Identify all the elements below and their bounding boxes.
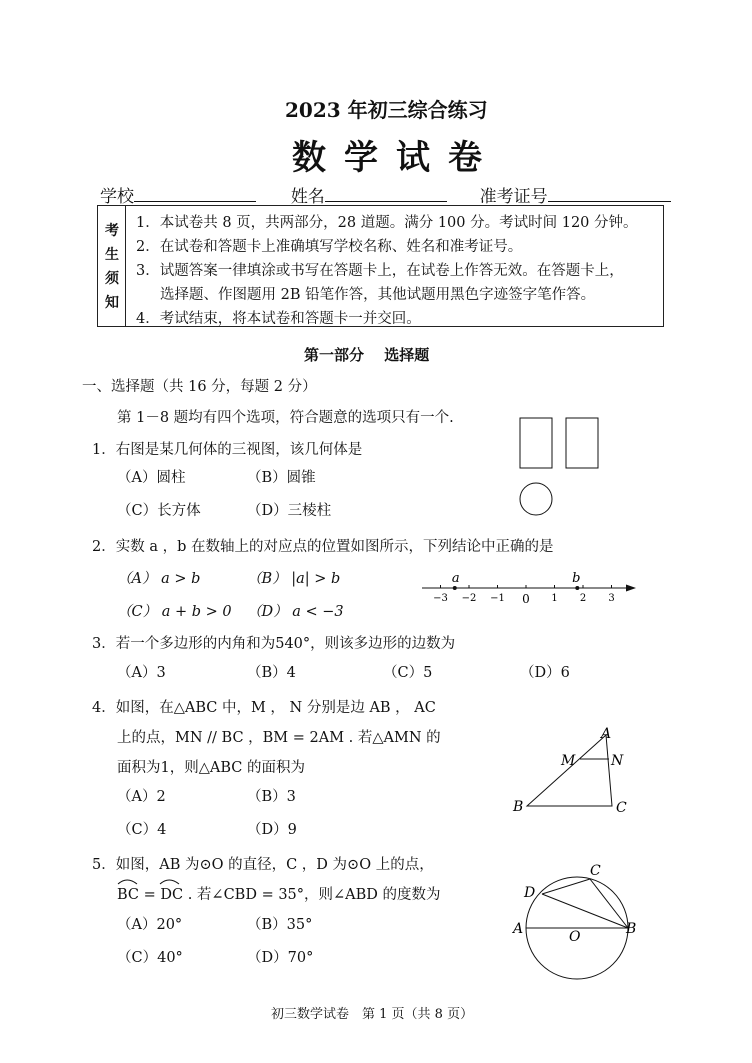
q4-stem-line3: 面积为1，则△ABC 的面积为: [117, 760, 305, 776]
q5-stem-line2: BC = DC . 若∠CBD = 35°，则∠ABD 的度数为: [117, 887, 441, 903]
circle-figure: [505, 858, 645, 988]
center-o-label: O: [569, 929, 581, 945]
part-heading: 第一部分 选择题: [304, 346, 430, 364]
notice-box: [97, 205, 664, 327]
q1-option-b: （B）圆锥: [247, 470, 316, 486]
side-view-rect: [566, 418, 598, 468]
q2-option-a: （A） a > b: [117, 571, 201, 587]
point-b-label: B: [626, 921, 637, 937]
arc-dc-mark: [160, 880, 179, 884]
q3-option-d: （D）6: [520, 665, 570, 681]
q2-stem: 2．实数 a ，b 在数轴上的对应点的位置如图所示，下列结论中正确的是: [92, 539, 554, 555]
q2-option-b: （B） |a| > b: [247, 571, 341, 587]
notice-label-char: 须: [105, 271, 119, 287]
info-row: [100, 182, 671, 207]
q4-option-a: （A）2: [117, 789, 166, 805]
school-label: 学校: [100, 187, 134, 207]
vertex-c-label: C: [616, 800, 627, 816]
point-b-label: b: [572, 571, 581, 586]
notice-label-char: 知: [105, 295, 119, 311]
q4-option-c: （C）4: [117, 822, 167, 838]
page-footer: 初三数学试卷 第 1 页（共 8 页）: [271, 1007, 474, 1022]
chord-dc: [542, 879, 590, 894]
number-line-tick-label: −2: [461, 593, 477, 604]
q4-option-d: （D）9: [247, 822, 297, 838]
point-b-dot: [575, 586, 579, 590]
number-line-tick-label: 3: [608, 593, 615, 604]
notice-label-char: 考: [105, 223, 119, 239]
arc-marks: [117, 875, 187, 885]
q4-option-b: （B）3: [247, 789, 296, 805]
number-line-tick-label: −3: [433, 593, 448, 604]
q1-option-a: （A）圆柱: [117, 470, 186, 486]
three-view-figure: [515, 412, 605, 522]
number-line-tick-label: 1: [551, 593, 558, 604]
point-n-label: N: [611, 753, 624, 769]
q2-option-d: （D） a < −3: [247, 604, 344, 620]
school-field[interactable]: [134, 186, 256, 202]
exam-id-field[interactable]: [548, 186, 671, 202]
point-a-dot: [453, 586, 457, 590]
q5-option-a: （A）20°: [117, 917, 183, 933]
arc-bc-mark: [118, 880, 137, 884]
number-line-tick-label: 2: [579, 593, 587, 604]
q1-option-d: （D）三棱柱: [247, 503, 332, 519]
name-field[interactable]: [325, 186, 447, 202]
point-a-label: A: [513, 921, 524, 937]
q5-stem-line1: 5．如图，AB 为⊙O 的直径，C ，D 为⊙O 上的点，: [92, 857, 434, 873]
exam-id-label: 准考证号: [479, 187, 548, 207]
point-m-label: M: [561, 753, 576, 769]
name-label: 姓名: [290, 187, 325, 207]
vertex-b-label: B: [513, 799, 524, 815]
point-c-label: C: [590, 863, 601, 879]
q3-option-a: （A）3: [117, 665, 166, 681]
q2-option-c: （C） a + b > 0: [117, 604, 232, 620]
notice-item: 选择题、作图题用 2B 铅笔作答，其他试题用黑色字迹签字笔作答。: [160, 287, 596, 303]
number-line-tick-label: 0: [522, 592, 530, 606]
q1-option-c: （C）长方体: [117, 503, 201, 519]
q4-stem-line1: 4．如图，在△ABC 中，M ， N 分别是边 AB ， AC: [92, 700, 436, 716]
notice-item: 3．试题答案一律填涂或书写在答题卡上，在试卷上作答无效。在答题卡上，: [136, 263, 624, 279]
notice-label: [98, 206, 126, 326]
point-a-label: a: [451, 571, 460, 586]
notice-label-char: 生: [105, 247, 119, 263]
top-view-circle: [520, 483, 552, 515]
q3-option-b: （B）4: [247, 665, 296, 681]
exam-subtitle: 2023 年初三综合练习: [285, 98, 488, 122]
notice-item: 2．在试卷和答题卡上准确填写学校名称、姓名和准考证号。: [136, 239, 523, 255]
notice-item: 4．考试结束，将本试卷和答题卡一并交回。: [136, 311, 421, 327]
q3-option-c: （C）5: [383, 665, 433, 681]
triangle-abc: [527, 735, 612, 806]
q5-option-c: （C）40°: [117, 950, 183, 966]
instruction: 第 1－8 题均有四个选项，符合题意的选项只有一个.: [117, 410, 454, 426]
triangle-figure: [505, 722, 635, 822]
number-line-arrow: [626, 585, 636, 592]
number-line-figure: [418, 568, 642, 608]
q5-option-d: （D）70°: [247, 950, 314, 966]
exam-title: 数学试卷: [292, 138, 500, 178]
q3-stem: 3．若一个多边形的内角和为540°，则该多边形的边数为: [92, 636, 456, 652]
q1-stem: 1．右图是某几何体的三视图，该几何体是: [92, 442, 363, 458]
section-heading: 一、选择题（共 16 分，每题 2 分）: [82, 379, 317, 395]
vertex-a-label: A: [601, 726, 612, 742]
notice-item: 1．本试卷共 8 页，共两部分，28 道题。满分 100 分。考试时间 120 分钟。: [136, 215, 638, 231]
q4-stem-line2: 上的点，MN // BC ，BM = 2AM . 若△AMN 的: [117, 730, 441, 746]
point-d-label: D: [524, 885, 536, 901]
q5-option-b: （B）35°: [247, 917, 313, 933]
front-view-rect: [520, 418, 552, 468]
number-line-tick-label: −1: [490, 593, 505, 604]
